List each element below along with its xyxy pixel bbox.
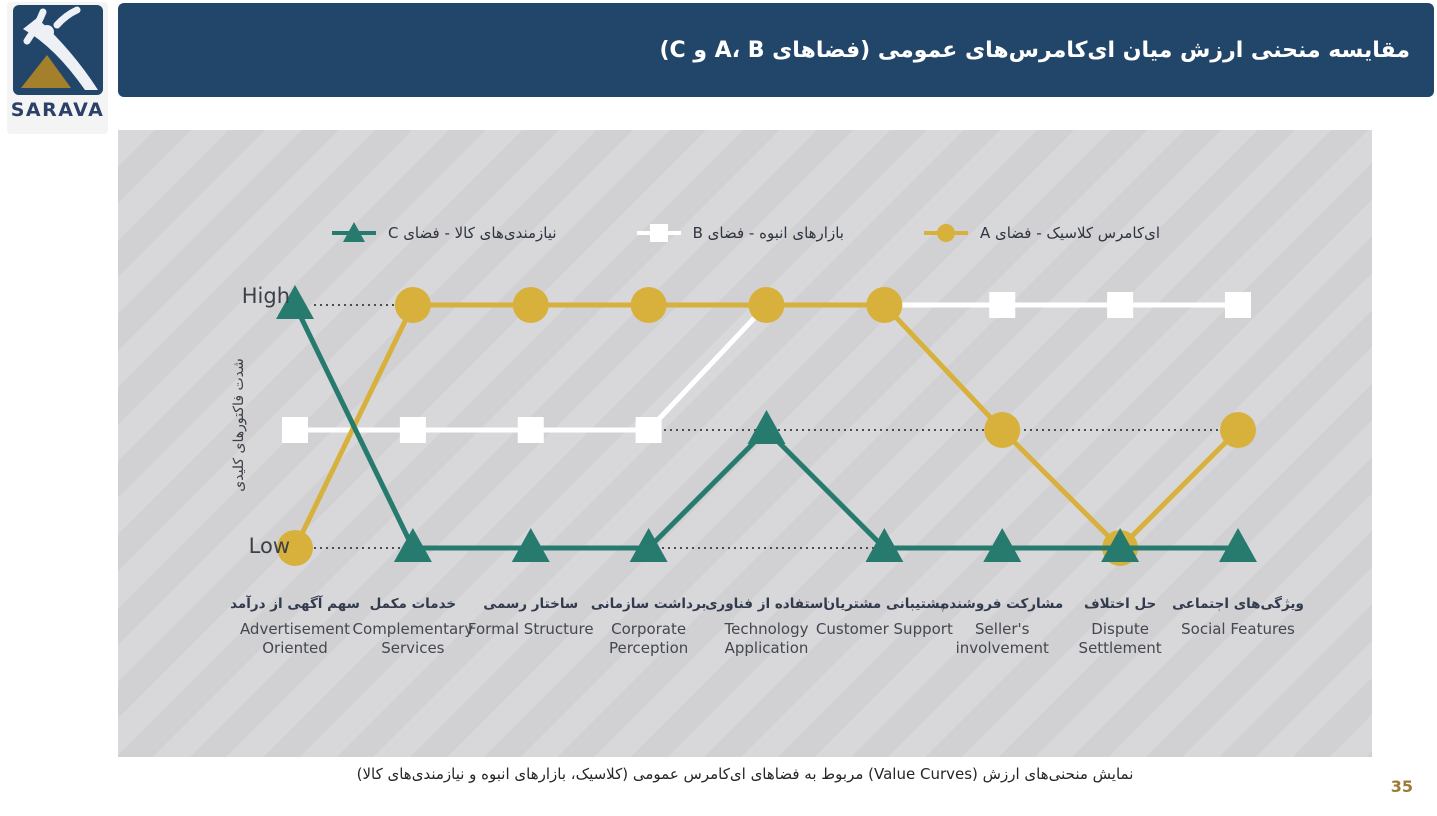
category-label-en: Dispute Settlement bbox=[1078, 620, 1162, 657]
category-label-en: Customer Support bbox=[815, 620, 953, 638]
legend-label-space-B: بازارهای انبوه - فضای B bbox=[692, 224, 844, 242]
sarava-brand-name: SARAVA bbox=[10, 99, 105, 121]
triangle-data-point-marker bbox=[1219, 528, 1257, 562]
square-legend-marker-icon bbox=[635, 220, 683, 246]
legend-item-space-B bbox=[635, 220, 844, 246]
square-data-point-marker bbox=[282, 417, 308, 443]
value-curve-chart-panel bbox=[118, 130, 1372, 757]
category-label-en: Formal Structure bbox=[467, 620, 594, 638]
square-data-point-marker bbox=[989, 292, 1015, 318]
category-label-en: Complementary Services bbox=[352, 620, 474, 657]
square-data-point-marker bbox=[1107, 292, 1133, 318]
legend-item-space-C bbox=[330, 220, 557, 246]
circle-data-point-marker bbox=[1220, 412, 1256, 448]
category-label-fa: سهم آگهی از درآمد bbox=[230, 596, 360, 612]
category-label-fa: برداشت سازمانی bbox=[590, 596, 707, 612]
category-label-en: Advertisement Oriented bbox=[239, 620, 351, 657]
legend-label-space-C: نیازمندی‌های کالا - فضای C bbox=[387, 224, 557, 242]
sarava-logo bbox=[7, 2, 108, 134]
circle-data-point-marker bbox=[395, 287, 431, 323]
category-9 bbox=[1168, 596, 1308, 639]
triangle-data-point-marker bbox=[983, 528, 1021, 562]
slide-title-bar bbox=[118, 3, 1434, 97]
triangle-data-point-marker bbox=[394, 528, 432, 562]
category-label-fa: حل اختلاف bbox=[1083, 596, 1157, 612]
category-label-fa: ویژگی‌های اجتماعی bbox=[1172, 596, 1304, 612]
triangle-data-point-marker bbox=[748, 410, 786, 444]
chart-legend bbox=[118, 220, 1372, 246]
category-label-fa: خدمات مکمل bbox=[369, 596, 457, 612]
category-label-en: Corporate Perception bbox=[608, 620, 689, 657]
category-label-en: Technology Application bbox=[724, 620, 809, 657]
y-axis-high-label: High bbox=[241, 284, 290, 308]
circle-data-point-marker bbox=[513, 287, 549, 323]
slide-caption: نمایش منحنی‌های ارزش (Value Curves) مربوط به فضاهای ای‌کامرس عمومی (کلاسیک، بازارهای انبوه و نیازمندی‌های کالا) bbox=[356, 765, 1134, 783]
square-data-point-marker bbox=[636, 417, 662, 443]
square-data-point-marker bbox=[1225, 292, 1251, 318]
category-label-en: Social Features bbox=[1181, 620, 1295, 638]
legend-item-space-A bbox=[922, 220, 1160, 246]
y-axis-low-label: Low bbox=[248, 534, 290, 558]
square-data-point-marker bbox=[400, 417, 426, 443]
category-label-fa: استفاده از فناوری bbox=[705, 596, 828, 612]
sarava-logo-icon bbox=[13, 5, 103, 95]
category-label-fa: پشتیبانی مشتریان bbox=[823, 596, 946, 612]
slide-title: مقایسه منحنی ارزش میان ای‌کامرس‌های عمومی (فضاهای A، B و C) bbox=[659, 37, 1410, 63]
square-data-point-marker bbox=[518, 417, 544, 443]
circle-legend-marker-icon bbox=[922, 220, 970, 246]
category-label-en: Seller's involvement bbox=[955, 620, 1049, 657]
triangle-data-point-marker bbox=[512, 528, 550, 562]
page-number: 35 bbox=[1390, 777, 1413, 796]
legend-label-space-A: ای‌کامرس کلاسیک - فضای A bbox=[979, 224, 1161, 242]
triangle-legend-marker-icon bbox=[330, 220, 378, 246]
circle-data-point-marker bbox=[749, 287, 785, 323]
category-label-fa: ساختار رسمی bbox=[483, 596, 579, 612]
circle-data-point-marker bbox=[631, 287, 667, 323]
circle-data-point-marker bbox=[866, 287, 902, 323]
category-label-fa: مشارکت فروشنده bbox=[941, 596, 1064, 612]
y-axis-title: شدت فاکتورهای کلیدی bbox=[231, 358, 247, 492]
circle-data-point-marker bbox=[984, 412, 1020, 448]
x-axis-category-labels bbox=[118, 596, 1372, 736]
